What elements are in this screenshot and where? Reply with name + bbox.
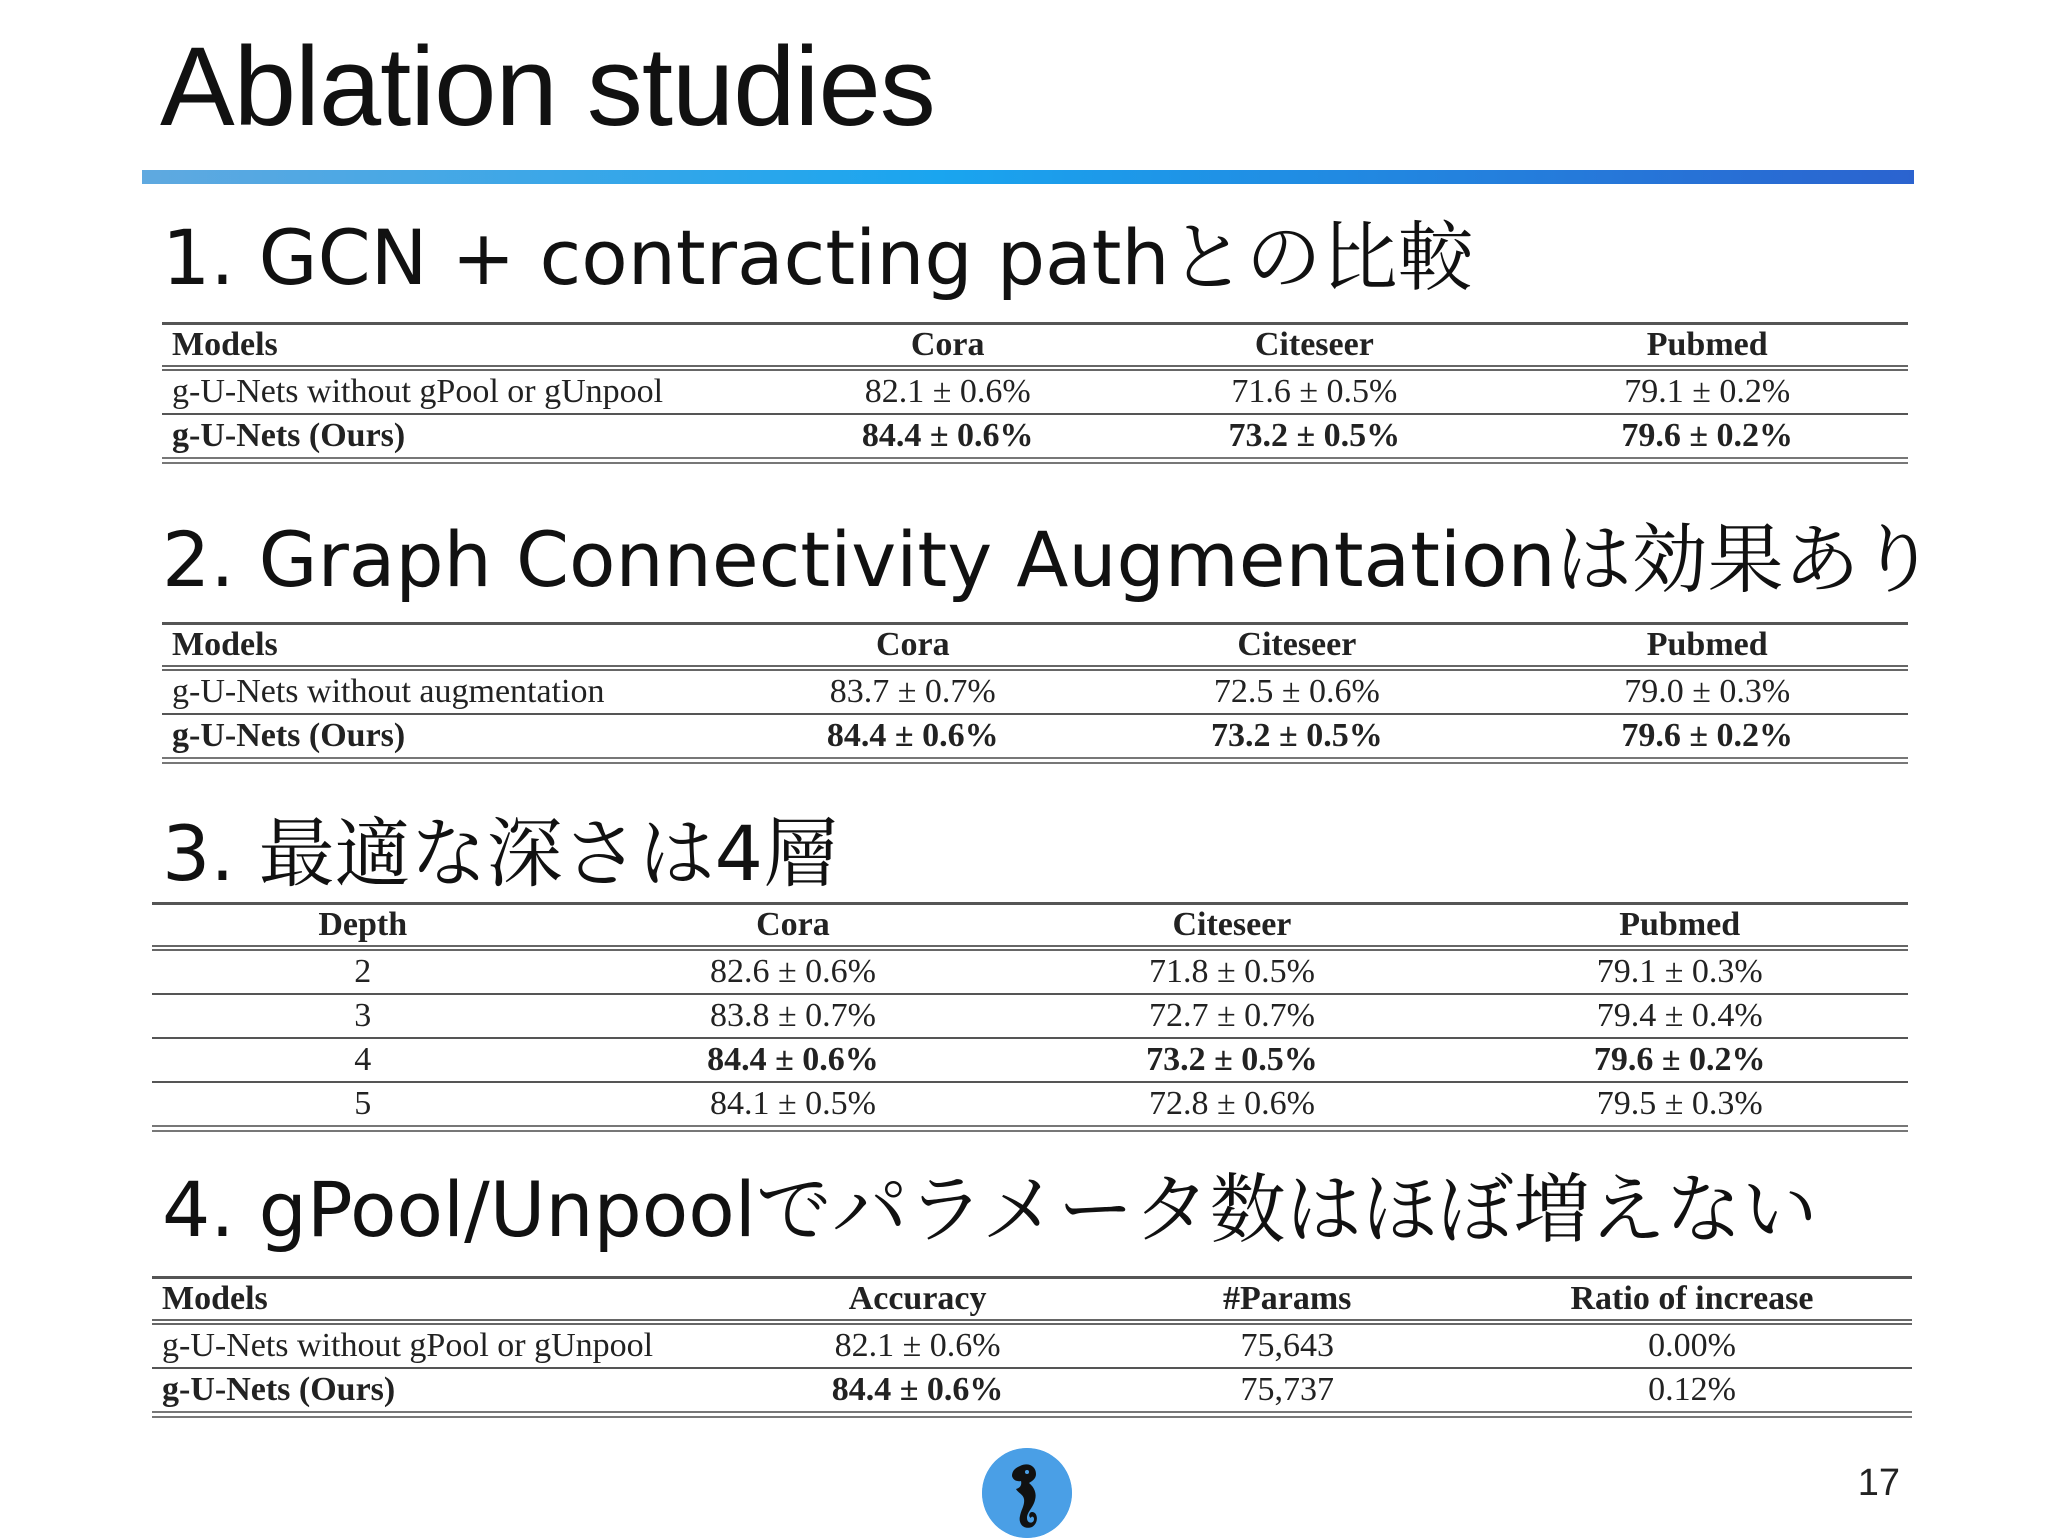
table-header-row <box>152 904 1908 949</box>
cell-accuracy: 84.4 ± 0.6% <box>733 1368 1103 1415</box>
header-pubmed: Pubmed <box>1506 624 1908 669</box>
title-underline <box>142 170 1914 184</box>
cell-pubmed: 79.6 ± 0.2% <box>1506 714 1908 761</box>
cell-pubmed: 79.1 ± 0.2% <box>1506 368 1908 414</box>
header-cora: Cora <box>738 624 1087 669</box>
header-pubmed: Pubmed <box>1506 324 1908 369</box>
section-1-heading: 1. GCN + contracting pathとの比較 <box>162 213 1474 302</box>
table-2 <box>162 622 1908 764</box>
table-row <box>162 668 1908 714</box>
cell-model: g-U-Nets without gPool or gUnpool <box>152 1322 733 1368</box>
cell-ratio: 0.00% <box>1472 1322 1912 1368</box>
section-4-heading: 4. gPool/Unpoolでパラメータ数はほぼ増えない <box>162 1165 1818 1254</box>
cell-pubmed: 79.4 ± 0.4% <box>1451 994 1908 1038</box>
header-cora: Cora <box>773 324 1122 369</box>
cell-pubmed: 79.1 ± 0.3% <box>1451 948 1908 994</box>
header-models: Models <box>162 324 773 369</box>
cell-pubmed: 79.6 ± 0.2% <box>1451 1038 1908 1082</box>
table-row <box>162 368 1908 414</box>
cell-citeseer: 73.2 ± 0.5% <box>1087 714 1506 761</box>
cell-cora: 83.7 ± 0.7% <box>738 668 1087 714</box>
table-row <box>152 1038 1908 1082</box>
section-3-heading: 3. 最適な深さは4層 <box>162 809 840 898</box>
header-models: Models <box>152 1278 733 1323</box>
table-row <box>152 994 1908 1038</box>
header-citeseer: Citeseer <box>1122 324 1506 369</box>
cell-citeseer: 71.6 ± 0.5% <box>1122 368 1506 414</box>
table-header-row <box>162 324 1908 369</box>
header-pubmed: Pubmed <box>1451 904 1908 949</box>
cell-cora: 84.4 ± 0.6% <box>573 1038 1012 1082</box>
cell-ratio: 0.12% <box>1472 1368 1912 1415</box>
table-1 <box>162 322 1908 464</box>
cell-citeseer: 72.8 ± 0.6% <box>1012 1082 1451 1129</box>
table-4 <box>152 1276 1912 1418</box>
table-row <box>152 1368 1912 1415</box>
cell-depth: 2 <box>152 948 573 994</box>
cell-model: g-U-Nets without augmentation <box>162 668 738 714</box>
cell-cora: 82.6 ± 0.6% <box>573 948 1012 994</box>
slide-title: Ablation studies <box>160 24 935 149</box>
cell-cora: 83.8 ± 0.7% <box>573 994 1012 1038</box>
cell-citeseer: 73.2 ± 0.5% <box>1122 414 1506 461</box>
table-row <box>162 414 1908 461</box>
cell-citeseer: 71.8 ± 0.5% <box>1012 948 1451 994</box>
table-row <box>152 1322 1912 1368</box>
header-citeseer: Citeseer <box>1012 904 1451 949</box>
table-row <box>162 714 1908 761</box>
cell-model: g-U-Nets (Ours) <box>162 414 773 461</box>
cell-citeseer: 72.5 ± 0.6% <box>1087 668 1506 714</box>
table-header-row <box>162 624 1908 669</box>
header-depth: Depth <box>152 904 573 949</box>
header-cora: Cora <box>573 904 1012 949</box>
cell-cora: 84.1 ± 0.5% <box>573 1082 1012 1129</box>
table-1-wrapper <box>162 322 1908 464</box>
header-citeseer: Citeseer <box>1087 624 1506 669</box>
seahorse-icon <box>982 1448 1072 1538</box>
table-row <box>152 948 1908 994</box>
cell-citeseer: 73.2 ± 0.5% <box>1012 1038 1451 1082</box>
header-accuracy: Accuracy <box>733 1278 1103 1323</box>
cell-cora: 84.4 ± 0.6% <box>738 714 1087 761</box>
cell-cora: 82.1 ± 0.6% <box>773 368 1122 414</box>
cell-citeseer: 72.7 ± 0.7% <box>1012 994 1451 1038</box>
section-2-heading: 2. Graph Connectivity Augmentationは効果あり <box>162 515 1936 604</box>
header-ratio: Ratio of increase <box>1472 1278 1912 1323</box>
cell-model: g-U-Nets without gPool or gUnpool <box>162 368 773 414</box>
table-4-wrapper <box>152 1276 1912 1418</box>
table-3-wrapper <box>152 902 1908 1132</box>
cell-depth: 4 <box>152 1038 573 1082</box>
cell-params: 75,737 <box>1102 1368 1472 1415</box>
cell-depth: 5 <box>152 1082 573 1129</box>
table-header-row <box>152 1278 1912 1323</box>
cell-pubmed: 79.6 ± 0.2% <box>1506 414 1908 461</box>
cell-cora: 84.4 ± 0.6% <box>773 414 1122 461</box>
cell-depth: 3 <box>152 994 573 1038</box>
cell-pubmed: 79.5 ± 0.3% <box>1451 1082 1908 1129</box>
cell-params: 75,643 <box>1102 1322 1472 1368</box>
header-models: Models <box>162 624 738 669</box>
cell-model: g-U-Nets (Ours) <box>162 714 738 761</box>
table-3 <box>152 902 1908 1132</box>
table-row <box>152 1082 1908 1129</box>
table-2-wrapper <box>162 622 1908 764</box>
seahorse-logo <box>982 1448 1072 1538</box>
header-params: #Params <box>1102 1278 1472 1323</box>
cell-pubmed: 79.0 ± 0.3% <box>1506 668 1908 714</box>
page-number: 17 <box>1857 1462 1900 1504</box>
cell-model: g-U-Nets (Ours) <box>152 1368 733 1415</box>
cell-accuracy: 82.1 ± 0.6% <box>733 1322 1103 1368</box>
